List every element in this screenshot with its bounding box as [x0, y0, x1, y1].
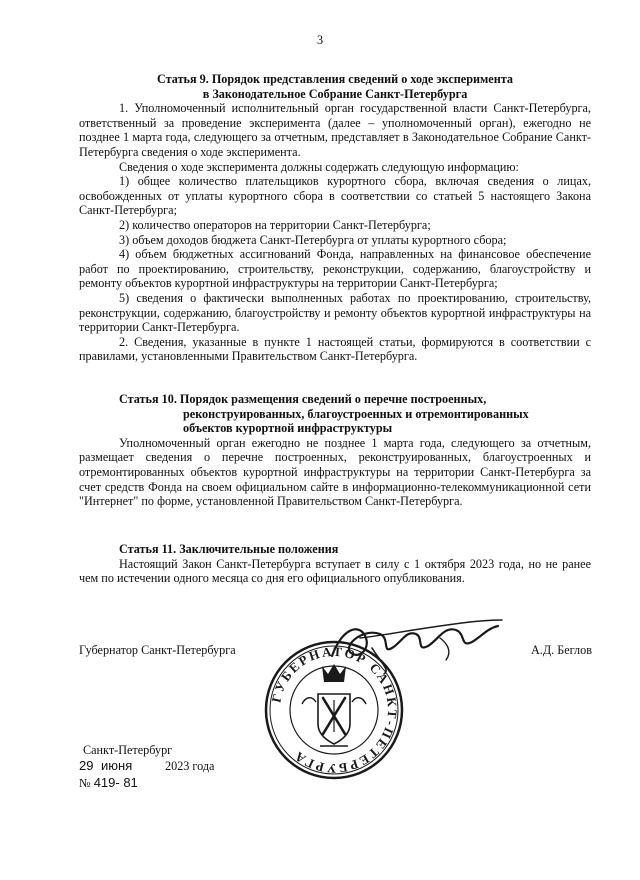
date-year: 2023 года [165, 759, 215, 773]
signatory-position: Губернатор Санкт-Петербурга [79, 643, 236, 657]
article-9-title: Статья 9. Порядок представления сведений о ходе эксперимента в Законодательное Собрание Санкт-Петербурга [157, 72, 513, 101]
list-item: 2) количество операторов на территории Санкт-Петербурга; [119, 217, 431, 232]
paragraph: 2. Сведения, указанные в пункте 1 настоящей статьи, формируются в соответствии с правилами, установленными Правительством Санкт-Петербурга. [79, 334, 591, 364]
paragraph: Настоящий Закон Санкт-Петербурга вступает в силу с 1 октября 2023 года, но не ранее чем по истечении одного месяца со дня его официального опубликования. [79, 556, 591, 586]
list-item: 1) общее количество плательщиков курортного сбора, включая сведения о лицах, освобожденных от уплаты курортного сбора в соответствии со статьей 5 настоящего Закона Санкт-Петербурга; [79, 174, 591, 218]
paragraph: Сведения о ходе эксперимента должны содержать следующую информацию: [119, 159, 519, 174]
article-10 [79, 392, 591, 509]
place-of-signing: Санкт-Петербург [83, 743, 173, 757]
law-number-prefix: № [79, 776, 94, 790]
law-number [79, 775, 138, 791]
page-number: 3 [316, 33, 324, 47]
signing-date [79, 758, 279, 774]
law-number-value: 419- 81 [93, 775, 138, 790]
svg-text:ГУБЕРНАТОР САНКТ-ПЕТЕРБУРГА: ГУБЕРНАТОР САНКТ-ПЕТЕРБУРГА [268, 643, 401, 777]
date-day: 29 [79, 758, 94, 773]
signatory-name: А.Д. Беглов [531, 643, 592, 657]
date-month: июня [101, 758, 133, 773]
article-11-title: Статья 11. Заключительные положения [119, 542, 339, 556]
article-10-title: Статья 10. Порядок размещения сведений о перечне построенных, реконструированных, благоустроенных и отремонтированных объектов курортной инфраструктуры [119, 392, 529, 436]
article-9 [79, 72, 591, 364]
article-11 [79, 542, 591, 586]
official-seal [262, 638, 406, 782]
list-item: 5) сведения о фактически выполненных работах по проектированию, строительству, реконструкции, содержанию, благоустройству и ремонту объектов курортной инфраструктуры на территории Санкт-Петербурга. [79, 290, 591, 335]
paragraph: Уполномоченный орган ежегодно не позднее 1 марта года, следующего за отчетным, размещает сведения о перечне построенных, реконструированных, благоустроенных и отремонтированных объектов курортной инфраструктуры на территории Санкт-Петербурга за счет средств Фонда на своем официальном сайте в информационно-телекоммуникационной сети "Интернет" по форме, установленной Правительством Санкт-Петербурга. [79, 435, 591, 509]
list-item: 4) объем бюджетных ассигнований Фонда, направленных на финансовое обеспечение работ по проектированию, строительству, реконструкции, содержанию, благоустройству и ремонту объектов курортной инфраструктуры на территории Санкт-Петербурга; [79, 247, 591, 291]
list-item: 3) объем доходов бюджета Санкт-Петербурга от уплаты курортного сбора; [119, 232, 507, 247]
paragraph: 1. Уполномоченный исполнительный орган государственной власти Санкт-Петербурга, ответственный за проведение эксперимента (далее – уполномоченный орган), ежегодно не позднее 1 марта года, следующего за отчетным, представляет в Законодательное Собрание Санкт-Петербурга сведения о ходе эксперимента. [79, 101, 591, 159]
